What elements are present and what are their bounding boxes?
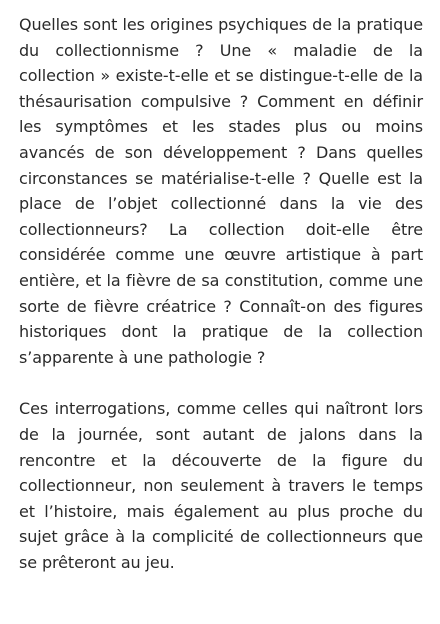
- paragraph-questions: Quelles sont les origines psychiques de la pratique du collectionnisme ? Une « maladie de la collection » existe-t-elle et se distingue-t-elle de la thésaurisation compulsive ? Comment en définir les symptômes et les stades plus ou moins avancés de son développement ? Dans quelles circonstances se matérialise-t-elle ? Quelle est la place de l’objet collectionné dans la vie des collectionneurs? La collection doit-elle être considérée comme une œuvre artistique à part entière, et la fièvre de sa constitution, comme une sorte de fièvre créatrice ? Connaît-on des figures historiques dont la pratique de la collection s’apparente à une pathologie ?: [19, 15, 423, 367]
- paragraph-interrogations: Ces interrogations, comme celles qui naîtront lors de la journée, sont autant de jalons dans la rencontre et la découverte de la figure du collectionneur, non seulement à travers le temps et l’histoire, mais également au plus proche du sujet grâce à la complicité de collectionneurs que se prêteront au jeu.: [19, 399, 423, 572]
- document-body: [19, 12, 423, 575]
